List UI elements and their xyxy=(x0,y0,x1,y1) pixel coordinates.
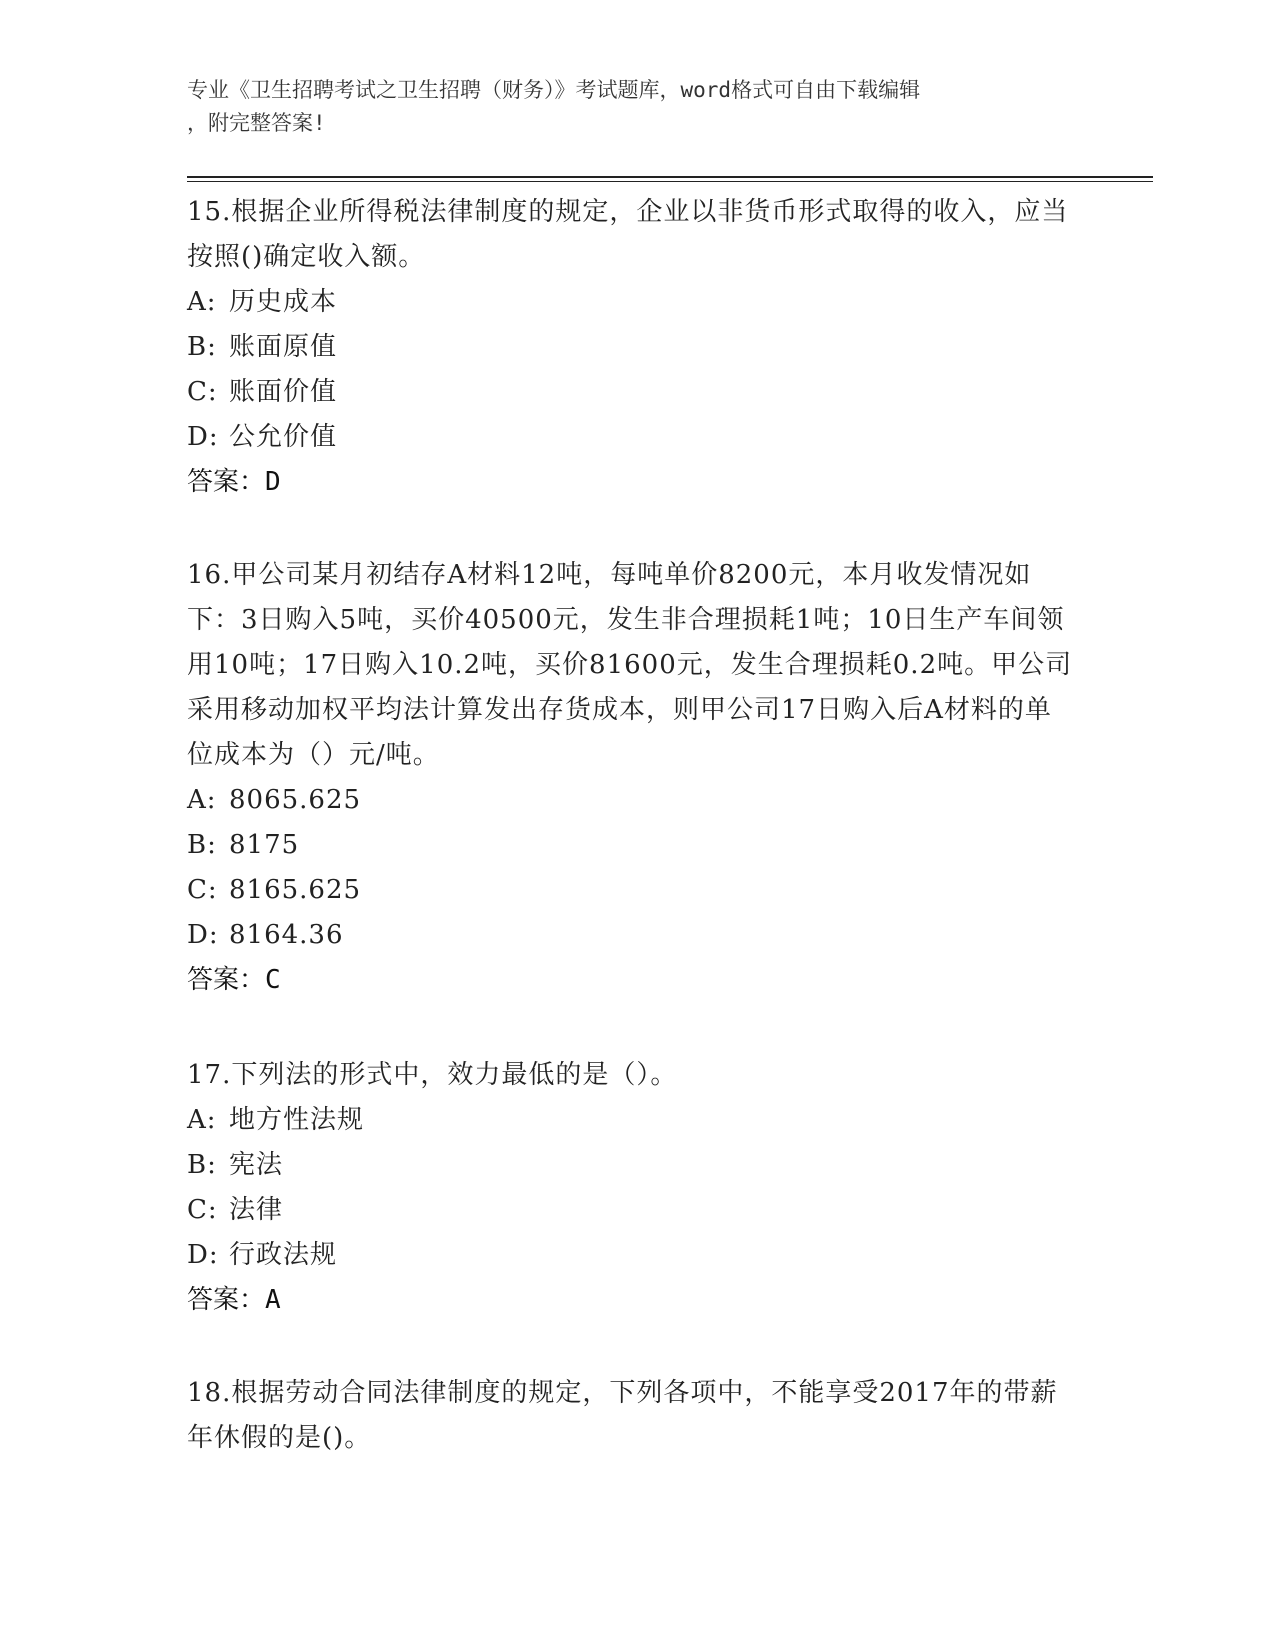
option-letter: C: xyxy=(187,875,218,905)
header-divider-thick xyxy=(187,176,1153,178)
question-15 xyxy=(187,190,1077,505)
option-letter: D: xyxy=(187,1240,219,1270)
option-letter: A: xyxy=(187,1105,217,1135)
question-text: 15.根据企业所得税法律制度的规定，企业以非货币形式取得的收入，应当按照()确定收入额。 xyxy=(187,197,1069,272)
option-letter: B: xyxy=(187,1150,217,1180)
option-text: 8165.625 xyxy=(229,875,362,905)
option-text: 8164.36 xyxy=(229,920,344,950)
answer-line: 答案：A xyxy=(187,1285,281,1315)
option-text: 8065.625 xyxy=(229,785,362,815)
header-line-2: ，附完整答案! xyxy=(187,111,326,135)
option-text: 8175 xyxy=(229,830,300,860)
option-d xyxy=(187,415,1077,460)
option-text: 地方性法规 xyxy=(229,1105,365,1135)
option-letter: C: xyxy=(187,377,218,407)
option-b xyxy=(187,1143,1077,1188)
option-a xyxy=(187,778,1077,823)
option-text: 法律 xyxy=(229,1195,284,1225)
option-letter: D: xyxy=(187,422,219,452)
answer-line: 答案：C xyxy=(187,965,281,995)
question-text: 18.根据劳动合同法律制度的规定，下列各项中，不能享受2017年的带薪年休假的是()。 xyxy=(187,1378,1058,1453)
question-text: 17.下列法的形式中，效力最低的是（）。 xyxy=(187,1060,678,1090)
option-c xyxy=(187,868,1077,913)
option-letter: C: xyxy=(187,1195,218,1225)
option-b xyxy=(187,823,1077,868)
option-letter: A: xyxy=(187,287,217,317)
answer-line: 答案：D xyxy=(187,467,281,497)
option-letter: D: xyxy=(187,920,219,950)
document-header xyxy=(187,74,1067,140)
option-b xyxy=(187,325,1077,370)
header-line-1: 专业《卫生招聘考试之卫生招聘（财务）》考试题库，word格式可自由下载编辑 xyxy=(187,78,921,102)
option-text: 行政法规 xyxy=(229,1240,338,1270)
header-divider-thin xyxy=(187,181,1153,182)
option-a xyxy=(187,280,1077,325)
question-18 xyxy=(187,1371,1077,1461)
option-text: 宪法 xyxy=(229,1150,284,1180)
option-letter: A: xyxy=(187,785,217,815)
option-d xyxy=(187,1233,1077,1278)
option-text: 账面原值 xyxy=(229,332,338,362)
option-letter: B: xyxy=(187,830,217,860)
option-letter: B: xyxy=(187,332,217,362)
option-c xyxy=(187,370,1077,415)
question-text: 16.甲公司某月初结存A材料12吨，每吨单价8200元，本月收发情况如下：3日购入5吨，买价40500元，发生非合理损耗1吨；10日生产车间领用10吨；17日购入10.2吨，买价81600元，发生合理损耗0.2吨。甲公司采用移动加权平均法计算发出存货成本，则甲公司17日购入后A材料的单位成本为（）元/吨。 xyxy=(187,560,1073,770)
question-16 xyxy=(187,553,1077,1003)
option-text: 历史成本 xyxy=(229,287,338,317)
option-text: 公允价值 xyxy=(229,422,338,452)
question-17 xyxy=(187,1053,1077,1323)
option-c xyxy=(187,1188,1077,1233)
option-text: 账面价值 xyxy=(229,377,338,407)
option-d xyxy=(187,913,1077,958)
option-a xyxy=(187,1098,1077,1143)
